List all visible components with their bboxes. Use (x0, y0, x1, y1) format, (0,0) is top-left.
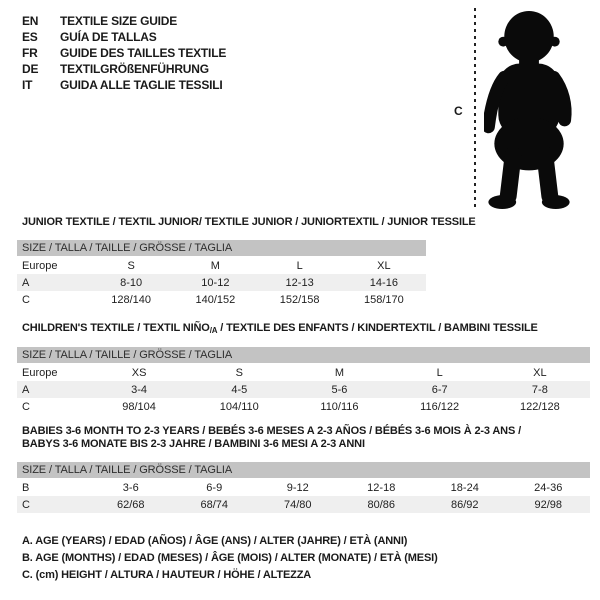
babies-title-line2: BABYS 3-6 MONATE BIS 2-3 JAHRE / BAMBINI 3-6 MESI A 2-3 ANNI (22, 437, 365, 450)
table-cell: 74/80 (256, 496, 340, 513)
junior-table-title: JUNIOR TEXTILE / TEXTIL JUNIOR/ TEXTILE JUNIOR / JUNIORTEXTIL / JUNIOR TESSILE (22, 216, 476, 228)
table-cell: 9-12 (286, 481, 309, 494)
language-name: GUIDA ALLE TAGLIE TESSILI (60, 78, 223, 92)
table-cell: 128/140 (111, 293, 151, 306)
table-cell: 10-12 (173, 274, 257, 291)
table-cell: 6-9 (206, 481, 223, 494)
language-name: GUÍA DE TALLAS (60, 30, 157, 44)
table-cell: 152/158 (279, 293, 320, 306)
babies-table-title (22, 425, 521, 450)
table-cell: 104/110 (219, 400, 259, 413)
height-figure (450, 6, 585, 216)
title-subscript: /A (209, 326, 218, 335)
table-cell: 62/68 (89, 496, 173, 513)
row-label: C (22, 293, 30, 306)
row-label: A (17, 274, 89, 291)
table-row-age (17, 381, 590, 398)
language-row (22, 29, 226, 45)
table-cell: 140/152 (195, 293, 236, 306)
language-list (22, 13, 226, 93)
height-measure-label: C (454, 104, 463, 118)
footnote-b: B. AGE (MONTHS) / EDAD (MESES) / ÂGE (MOIS) / ALTER (MONATE) / ETÀ (MESI) (22, 552, 438, 564)
table-cell: S (127, 259, 135, 272)
table-cell: 24-36 (534, 481, 563, 494)
language-name: GUIDE DES TAILLES TEXTILE (60, 46, 227, 60)
babies-title-line1: BABIES 3-6 MONTH TO 2-3 YEARS / BEBÉS 3-6 MESES A 2-3 AÑOS / BÉBÉS 3-6 MOIS À 2-3 ANS / (22, 425, 521, 437)
row-label: Europe (22, 366, 58, 379)
table-cell: 5-6 (289, 381, 389, 398)
table-cell: M (210, 259, 220, 272)
language-row (22, 13, 226, 29)
language-code: IT (22, 78, 33, 92)
table-cell: XS (131, 366, 147, 379)
size-header-bar: SIZE / TALLA / TAILLE / GRÖSSE / TAGLIA (17, 347, 590, 364)
language-code: FR (22, 46, 38, 60)
table-cell: 3-4 (89, 381, 189, 398)
language-row (22, 61, 226, 77)
baby-silhouette-icon (484, 8, 576, 212)
title-part: CHILDREN'S TEXTILE / TEXTIL NIÑO (22, 322, 210, 334)
table-cell: 8-10 (89, 274, 173, 291)
size-header-bar: SIZE / TALLA / TAILLE / GRÖSSE / TAGLIA (17, 462, 590, 479)
table-cell: 80/86 (340, 496, 424, 513)
table-cell: 158/170 (363, 293, 404, 306)
table-row-height (17, 398, 590, 415)
table-cell: 6-7 (390, 381, 490, 398)
footnote-a: A. AGE (YEARS) / EDAD (AÑOS) / ÂGE (ANS) / ALTER (JAHRE) / ETÀ (ANNI) (22, 535, 408, 547)
language-code: EN (22, 14, 39, 28)
table-cell: 110/116 (320, 400, 359, 413)
table-cell: L (436, 366, 443, 379)
table-row-height (17, 496, 590, 513)
table-cell: 12-13 (258, 274, 342, 291)
language-row (22, 45, 226, 61)
language-code: DE (22, 62, 39, 76)
table-row-europe (17, 364, 590, 382)
table-cell: 14-16 (342, 274, 426, 291)
table-cell: L (296, 259, 303, 272)
language-row (22, 77, 226, 93)
table-cell: 86/92 (423, 496, 507, 513)
size-header-bar: SIZE / TALLA / TAILLE / GRÖSSE / TAGLIA (17, 240, 426, 257)
table-cell: 7-8 (490, 381, 590, 398)
row-label: Europe (22, 259, 58, 272)
children-table-title (22, 322, 538, 338)
table-cell: 98/104 (122, 400, 156, 413)
table-cell: 12-18 (367, 481, 396, 494)
table-cell: XL (533, 366, 547, 379)
row-label: B (22, 481, 30, 494)
table-cell: 18-24 (450, 481, 479, 494)
language-code: ES (22, 30, 38, 44)
row-label: C (17, 496, 89, 513)
row-label: C (22, 400, 30, 413)
title-part: / TEXTILE DES ENFANTS / KINDERTEXTIL / BAMBINI TESSILE (217, 322, 538, 334)
footnote-c: C. (cm) HEIGHT / ALTURA / HAUTEUR / HÖHE / ALTEZZA (22, 569, 312, 581)
table-cell: 3-6 (122, 481, 139, 494)
table-cell: 116/122 (420, 400, 460, 413)
table-row-age (17, 274, 426, 291)
height-dashed-line (474, 8, 476, 210)
junior-size-table (17, 240, 426, 308)
table-row-europe (17, 257, 426, 275)
language-name: TEXTILE SIZE GUIDE (60, 14, 178, 28)
footnotes (22, 533, 438, 584)
table-cell: 92/98 (507, 496, 591, 513)
table-cell: XL (377, 259, 391, 272)
table-cell: 4-5 (189, 381, 289, 398)
row-label: A (17, 381, 89, 398)
language-name: TEXTILGRÖßENFÜHRUNG (60, 62, 209, 76)
table-cell: 68/74 (173, 496, 257, 513)
children-size-table (17, 347, 590, 415)
table-cell: 122/128 (519, 400, 560, 413)
table-row-months (17, 479, 590, 497)
table-row-height (17, 291, 426, 308)
table-cell: M (334, 366, 345, 379)
babies-size-table (17, 462, 590, 513)
table-cell: S (235, 366, 243, 379)
